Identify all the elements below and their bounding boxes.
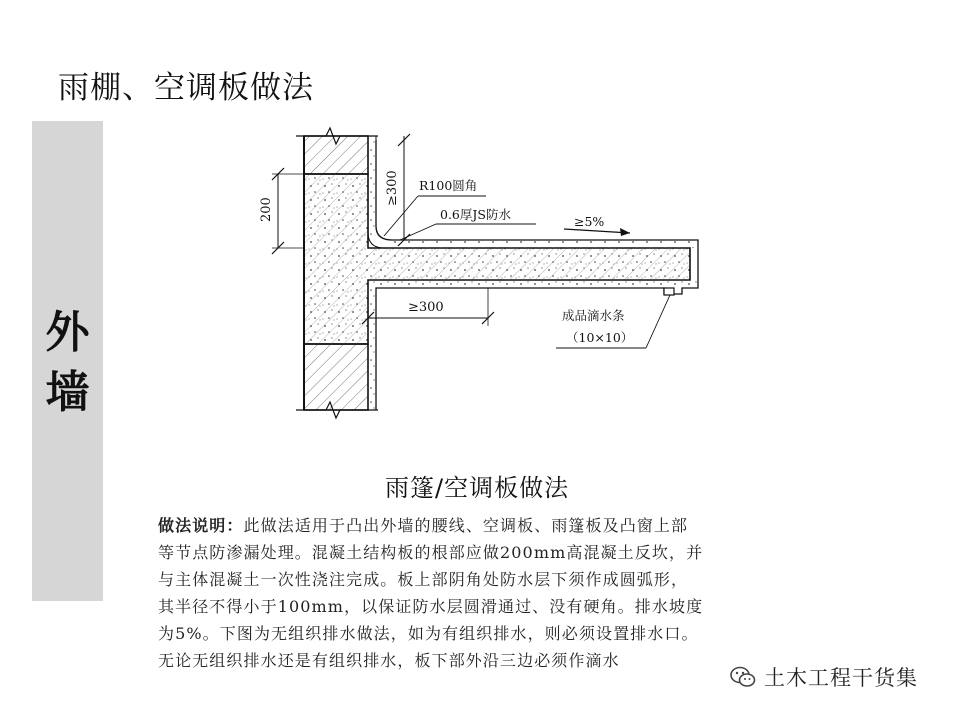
notes-line-2: 等节点防渗漏处理。混凝土结构板的根部应做200mm高混凝土反坎，并 [158,543,704,562]
drip-label-line2: （10×10） [566,330,634,345]
wechat-icon [728,662,758,692]
lower-render [368,280,376,410]
upper-brick-wall [304,136,368,174]
top-screed [392,240,698,248]
waterproof-label: 0.6厚JS防水 [440,207,511,222]
notes-line-1 [158,512,808,539]
dim-300-top-label: ≥300 [385,170,400,206]
slide-title: 雨棚、空调板做法 [58,70,314,106]
watermark [726,662,922,692]
drip-label-line1: 成品滴水条 [562,308,625,323]
slope-label: ≥5% [574,214,605,229]
dim-300-bottom-label: ≥300 [408,300,444,315]
drip-leader [646,295,670,348]
waterproof-leader [400,224,436,240]
notes-line-6: 无论无组织排水还是有组织排水，板下部外沿三边必须作滴水 [158,651,620,670]
notes-line-4: 其半径不得小于100mm，以保证防水层圆滑通过、没有硬角。排水坡度 [158,597,704,616]
notes-text-1: 此做法适用于凸出外墙的腰线、空调板、雨篷板及凸窗上部 [243,516,689,535]
soffit-render [376,280,698,288]
slope-arrow-line [564,229,630,233]
sidebar-label-line2: 墙 [45,367,90,418]
notes-heading: 做法说明： [158,516,244,535]
lower-brick-wall [304,344,368,410]
notes-line-5: 为5%。下图为无组织排水做法，如为有组织排水，则必须设置排水口。 [158,624,699,643]
construction-notes [158,512,808,674]
radius-label: R100圆角 [419,178,478,193]
slope-arrow-head [620,228,630,236]
upper-render [368,136,376,236]
watermark-text: 土木工程干货集 [764,666,918,690]
notes-line-3: 与主体混凝土一次性浇注完成。板上部阴角处防水层下须作成圆弧形， [158,570,689,589]
dim-200-label: 200 [259,197,274,222]
concrete-hatch [304,174,690,344]
sidebar-label-line1: 外 [45,307,90,358]
drawing-caption: 雨篷/空调板做法 [385,474,570,502]
drip-strip [664,288,674,295]
